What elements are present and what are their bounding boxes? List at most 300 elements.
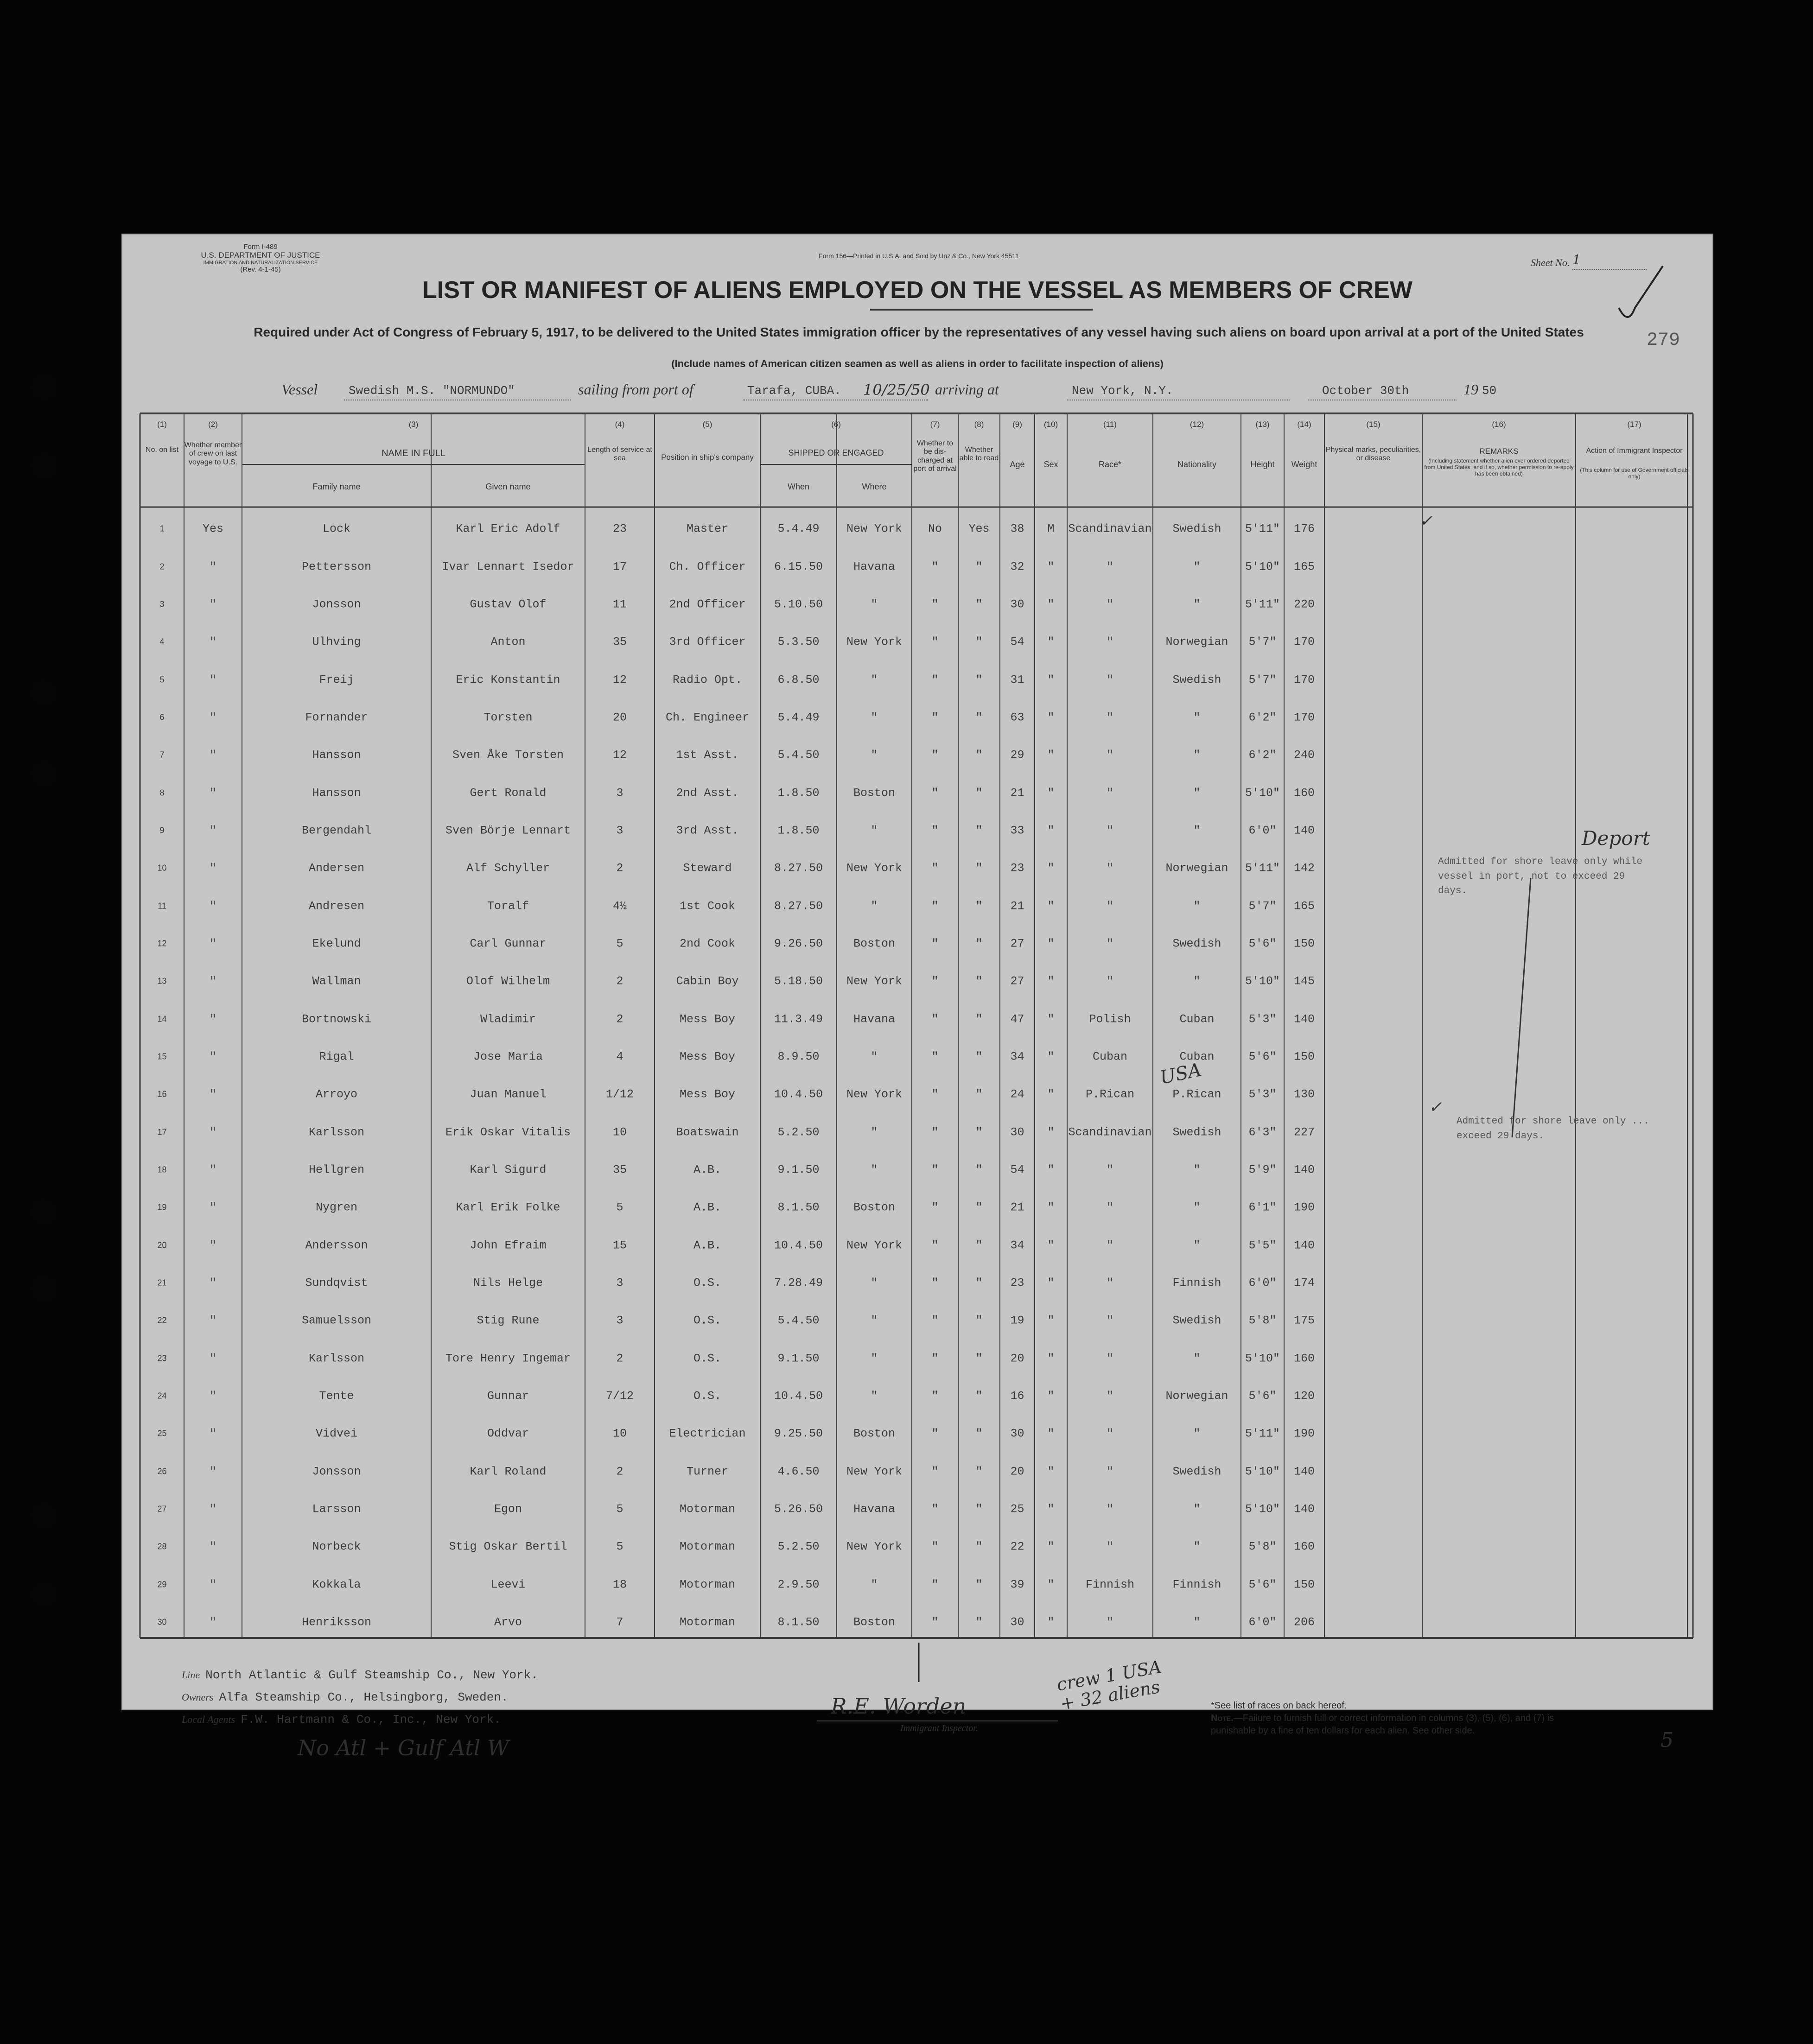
remarks-handwriting: USA (1158, 1059, 1203, 1089)
row-number: 22 (157, 1315, 167, 1325)
cell-nationality: " (1193, 1427, 1201, 1441)
cell-position: A.B. (693, 1200, 722, 1214)
cell-position: Mess Boy (679, 1087, 736, 1101)
cell-discharged: " (931, 1238, 939, 1252)
cell-height: 5'10" (1245, 974, 1280, 988)
cell-length-service: 18 (612, 1578, 627, 1591)
cell-race: " (1106, 937, 1114, 951)
cell-position: O.S. (693, 1314, 722, 1327)
agents-value: F.W. Hartmann & Co., Inc., New York. (241, 1713, 501, 1727)
cell-age: 21 (1010, 1200, 1024, 1214)
cell-last-voyage: " (209, 1163, 217, 1177)
pen-stroke-icon (914, 1643, 923, 1684)
cell-where: New York (846, 1540, 903, 1554)
cell-able-read: " (975, 786, 983, 800)
cell-weight: 227 (1293, 1125, 1315, 1139)
cell-discharged: " (931, 824, 939, 838)
cell-family-name: Samuelsson (301, 1314, 372, 1327)
cell-age: 38 (1010, 522, 1024, 536)
cell-nationality: " (1193, 560, 1201, 573)
cell-where: New York (846, 1238, 903, 1252)
cell-family-name: Henriksson (301, 1615, 372, 1629)
cell-when: 8.1.50 (777, 1615, 820, 1629)
cell-length-service: 7/12 (605, 1389, 634, 1403)
cell-where: " (871, 1389, 878, 1403)
row-number: 25 (157, 1428, 167, 1438)
cell-position: O.S. (693, 1276, 722, 1290)
cell-given-name: Sven Börje Lennart (445, 824, 571, 838)
cell-weight: 140 (1293, 1163, 1315, 1177)
cell-last-voyage: " (209, 1615, 217, 1629)
cell-when: 8.1.50 (777, 1200, 820, 1214)
cell-weight: 165 (1293, 560, 1315, 573)
cell-sex: " (1047, 597, 1055, 611)
cell-given-name: Erik Oskar Vitalis (445, 1125, 571, 1139)
cell-able-read: " (975, 1087, 983, 1101)
cell-length-service: 10 (612, 1427, 627, 1441)
column-number: (11) (1103, 420, 1117, 429)
year-prefix: 19 (1463, 381, 1478, 398)
cell-nationality: Swedish (1172, 1465, 1221, 1478)
cell-age: 24 (1010, 1087, 1024, 1101)
cell-given-name: Ivar Lennart Isedor (442, 560, 574, 573)
cell-race: " (1106, 560, 1114, 573)
header-remarks: REMARKS (1479, 447, 1519, 456)
cell-height: 5'8" (1248, 1314, 1277, 1327)
column-number: (12) (1190, 420, 1204, 429)
cell-position: 2nd Officer (669, 597, 746, 611)
cell-position: Motorman (679, 1540, 736, 1554)
cell-position: Mess Boy (679, 1050, 736, 1064)
header-shipped: SHIPPED OR ENGAGED (788, 448, 884, 457)
cell-last-voyage: " (209, 711, 217, 724)
cell-family-name: Sundqvist (305, 1276, 368, 1290)
header-remarks-sub: (Including statement whether alien ever ordered deported from United States, and if so, whether permission to re-apply has been obtained) (1424, 457, 1574, 477)
cell-race: " (1106, 1200, 1114, 1214)
cell-weight: 150 (1293, 1050, 1315, 1064)
cell-given-name: Egon (494, 1502, 522, 1516)
cell-weight: 160 (1293, 1540, 1315, 1554)
sailing-date: 10/25/50 (863, 381, 930, 399)
cell-weight: 140 (1293, 1012, 1315, 1026)
cell-last-voyage: " (209, 824, 217, 838)
cell-race: " (1106, 824, 1114, 838)
cell-age: 22 (1010, 1540, 1024, 1554)
cell-family-name: Arroyo (315, 1087, 358, 1101)
cell-last-voyage: " (209, 1352, 217, 1365)
cell-nationality: " (1193, 974, 1201, 988)
cell-family-name: Vidvei (315, 1427, 358, 1441)
column-number: (10) (1043, 420, 1058, 429)
cell-last-voyage: " (209, 1200, 217, 1214)
binder-hole (32, 1200, 56, 1224)
form-id-line: U.S. DEPARTMENT OF JUSTICE (201, 251, 320, 260)
cell-position: Boatswain (676, 1125, 739, 1139)
cell-discharged: " (931, 861, 939, 875)
binder-hole (32, 762, 56, 786)
binder-hole (32, 1583, 56, 1606)
cell-able-read: " (975, 1427, 983, 1441)
sailing-label: sailing from port of (578, 381, 693, 398)
cell-when: 5.3.50 (777, 635, 820, 649)
cell-age: 23 (1010, 861, 1024, 875)
row-number: 23 (157, 1353, 167, 1363)
row-number: 16 (157, 1089, 167, 1099)
cell-nationality: " (1193, 597, 1201, 611)
header-when: When (787, 482, 810, 491)
cell-given-name: Tore Henry Ingemar (445, 1352, 571, 1365)
column-number: (5) (702, 420, 712, 429)
cell-given-name: Toralf (487, 899, 529, 913)
remarks-stamp: Admitted for shore leave only while vessel in port, not to exceed 29 days. (1438, 857, 1643, 896)
cell-race: " (1106, 786, 1114, 800)
cell-where: " (871, 1276, 878, 1290)
cell-last-voyage: " (209, 597, 217, 611)
cell-nationality: Cuban (1179, 1050, 1215, 1064)
cell-where: New York (846, 1465, 903, 1478)
cell-nationality: " (1193, 1163, 1201, 1177)
cell-race: Finnish (1085, 1578, 1135, 1591)
cell-given-name: Karl Erik Folke (456, 1200, 560, 1214)
cell-race: " (1106, 1352, 1114, 1365)
cell-length-service: 12 (612, 673, 627, 686)
cell-position: Electrician (669, 1427, 746, 1441)
cell-length-service: 2 (616, 861, 623, 875)
row-number: 1 (159, 524, 165, 533)
footer-note (1211, 1700, 1582, 1737)
cell-discharged: " (931, 1125, 939, 1139)
cell-height: 5'6" (1248, 1389, 1277, 1403)
cell-sex: " (1047, 1314, 1055, 1327)
cell-where: Havana (853, 1502, 896, 1516)
cell-age: 54 (1010, 635, 1024, 649)
cell-able-read: " (975, 1615, 983, 1629)
cell-given-name: Nils Helge (473, 1276, 543, 1290)
cell-when: 8.27.50 (774, 861, 823, 875)
cell-sex: " (1047, 560, 1055, 573)
cell-length-service: 2 (616, 1352, 623, 1365)
cell-sex: " (1047, 1615, 1055, 1629)
cell-sex: " (1047, 1540, 1055, 1554)
column-number: (15) (1366, 420, 1380, 429)
cell-age: 20 (1010, 1465, 1024, 1478)
cell-length-service: 3 (616, 1314, 623, 1327)
column-number: (6) (831, 420, 841, 429)
cell-sex: " (1047, 1050, 1055, 1064)
cell-nationality: " (1193, 786, 1201, 800)
cell-age: 30 (1010, 1427, 1024, 1441)
cell-length-service: 15 (612, 1238, 627, 1252)
cell-age: 54 (1010, 1163, 1024, 1177)
cell-weight: 220 (1293, 597, 1315, 611)
cell-position: 1st Cook (679, 899, 736, 913)
cell-race: " (1106, 899, 1114, 913)
cell-able-read: Yes (968, 522, 990, 536)
cell-given-name: Eric Konstantin (456, 673, 560, 686)
manifest-sheet (121, 234, 1713, 1760)
cell-height: 5'11" (1245, 861, 1280, 875)
cell-position: Ch. Engineer (665, 711, 750, 724)
cell-height: 6'2" (1248, 748, 1277, 762)
cell-last-voyage: " (209, 899, 217, 913)
cell-when: 9.1.50 (777, 1352, 820, 1365)
cell-race: " (1106, 1389, 1114, 1403)
cell-discharged: " (931, 1540, 939, 1554)
cell-age: 27 (1010, 974, 1024, 988)
cell-sex: " (1047, 824, 1055, 838)
cell-discharged: " (931, 635, 939, 649)
cell-able-read: " (975, 1389, 983, 1403)
cell-family-name: Rigal (319, 1050, 354, 1064)
cell-last-voyage: " (209, 635, 217, 649)
cell-last-voyage: " (209, 1125, 217, 1139)
cell-discharged: No (928, 522, 942, 536)
cell-last-voyage: " (209, 786, 217, 800)
cell-sex: " (1047, 899, 1055, 913)
header-action: Action of Immigrant Inspector (1586, 447, 1683, 455)
agents-label: Local Agents (182, 1714, 235, 1725)
cell-length-service: 10 (612, 1125, 627, 1139)
cell-race: " (1106, 1465, 1114, 1478)
cell-where: New York (846, 1087, 903, 1101)
cell-discharged: " (931, 1276, 939, 1290)
cell-last-voyage: " (209, 1012, 217, 1026)
binder-hole (32, 1504, 56, 1527)
header-race: Race* (1098, 460, 1122, 469)
cell-sex: " (1047, 1427, 1055, 1441)
cell-given-name: Gert Ronald (470, 786, 547, 800)
arriving-label: arriving at (935, 381, 999, 398)
column-number: (17) (1627, 420, 1641, 429)
row-number: 5 (159, 675, 165, 684)
cell-race: " (1106, 1540, 1114, 1554)
cell-nationality: Finnish (1172, 1276, 1221, 1290)
cell-given-name: Karl Sigurd (470, 1163, 547, 1177)
cell-height: 5'6" (1248, 937, 1277, 951)
cell-where: Boston (853, 937, 896, 951)
cell-when: 1.8.50 (777, 824, 820, 838)
cell-given-name: Stig Rune (477, 1314, 540, 1327)
column-number: (8) (974, 420, 984, 429)
cell-length-service: 3 (616, 786, 623, 800)
cell-length-service: 12 (612, 748, 627, 762)
cell-age: 29 (1010, 748, 1024, 762)
cell-weight: 170 (1293, 673, 1315, 686)
cell-family-name: Hellgren (308, 1163, 365, 1177)
cell-given-name: Juan Manuel (470, 1087, 547, 1101)
cell-last-voyage: " (209, 748, 217, 762)
cell-when: 8.27.50 (774, 899, 823, 913)
header-sex: Sex (1043, 460, 1058, 469)
cell-height: 6'1" (1248, 1200, 1277, 1214)
cell-family-name: Karlsson (308, 1125, 365, 1139)
cell-weight: 175 (1293, 1314, 1315, 1327)
cell-age: 19 (1010, 1314, 1024, 1327)
cell-when: 5.10.50 (774, 597, 823, 611)
cell-height: 5'7" (1248, 673, 1277, 686)
cell-position: A.B. (693, 1238, 722, 1252)
cell-position: Cabin Boy (676, 974, 739, 988)
cell-length-service: 3 (616, 1276, 623, 1290)
cell-nationality: " (1193, 1615, 1201, 1629)
cell-weight: 130 (1293, 1087, 1315, 1101)
cell-sex: " (1047, 711, 1055, 724)
arriving-at: New York, N.Y. (1072, 384, 1173, 398)
cell-sex: " (1047, 861, 1055, 875)
cell-when: 5.4.50 (777, 748, 820, 762)
cell-race: " (1106, 861, 1114, 875)
form-id-line: IMMIGRATION AND NATURALIZATION SERVICE (203, 260, 318, 266)
cell-height: 5'11" (1245, 522, 1280, 536)
cell-nationality: " (1193, 1200, 1201, 1214)
cell-position: O.S. (693, 1389, 722, 1403)
cell-nationality: Cuban (1179, 1012, 1215, 1026)
cell-weight: 170 (1293, 711, 1315, 724)
cell-race: " (1106, 1276, 1114, 1290)
cell-race: " (1106, 748, 1114, 762)
cell-weight: 165 (1293, 899, 1315, 913)
cell-given-name: John Efraim (470, 1238, 547, 1252)
cell-where: " (871, 1125, 878, 1139)
cell-position: O.S. (693, 1352, 722, 1365)
cell-length-service: 5 (616, 1200, 623, 1214)
row-number: 29 (157, 1580, 167, 1589)
cell-position: Motorman (679, 1615, 736, 1629)
cell-race: P.Rican (1085, 1087, 1135, 1101)
cell-discharged: " (931, 1087, 939, 1101)
cell-nationality: Finnish (1172, 1578, 1221, 1591)
cell-weight: 160 (1293, 786, 1315, 800)
cell-length-service: 5 (616, 1540, 623, 1554)
cell-nationality: Norwegian (1165, 861, 1228, 875)
cell-given-name: Jose Maria (473, 1050, 543, 1064)
cell-family-name: Bortnowski (301, 1012, 372, 1026)
races-note: *See list of races on back hereof. (1211, 1701, 1347, 1711)
cell-discharged: " (931, 1389, 939, 1403)
cell-position: 3rd Asst. (676, 824, 739, 838)
cell-position: 1st Asst. (676, 748, 739, 762)
cell-length-service: 11 (612, 597, 627, 611)
cell-nationality: Swedish (1172, 673, 1221, 686)
cell-when: 5.26.50 (774, 1502, 823, 1516)
column-number: (13) (1255, 420, 1270, 429)
cell-able-read: " (975, 1540, 983, 1554)
cell-where: " (871, 824, 878, 838)
cell-where: " (871, 748, 878, 762)
cell-race: " (1106, 1163, 1114, 1177)
row-number: 21 (157, 1278, 167, 1288)
cell-height: 5'7" (1248, 635, 1277, 649)
cell-race: " (1106, 1427, 1114, 1441)
cell-given-name: Torsten (483, 711, 533, 724)
cell-discharged: " (931, 1314, 939, 1327)
inspector-signature: R.E. Worden (831, 1694, 967, 1719)
row-number: 20 (157, 1240, 167, 1250)
row-number: 18 (157, 1165, 167, 1174)
cell-sex: " (1047, 1125, 1055, 1139)
cell-weight: 145 (1293, 974, 1315, 988)
cell-discharged: " (931, 1502, 939, 1516)
cell-nationality: Norwegian (1165, 1389, 1228, 1403)
cell-height: 5'10" (1245, 560, 1280, 573)
header-weight: Weight (1291, 460, 1317, 469)
cell-age: 20 (1010, 1352, 1024, 1365)
cell-when: 8.9.50 (777, 1050, 820, 1064)
binder-hole (32, 454, 56, 477)
cell-able-read: " (975, 1578, 983, 1591)
cell-weight: 142 (1293, 861, 1315, 875)
cell-discharged: " (931, 1163, 939, 1177)
cell-where: New York (846, 974, 903, 988)
cell-given-name: Karl Eric Adolf (456, 522, 560, 536)
row-number: 27 (157, 1504, 167, 1514)
cell-last-voyage: " (209, 1540, 217, 1554)
header-physical: Physical marks, peculiarities, or disease (1325, 446, 1421, 463)
binder-hole (32, 681, 56, 705)
header-nationality: Nationality (1177, 460, 1217, 469)
header-length-service: Length of service at sea (587, 446, 652, 463)
footer-left (182, 1668, 738, 1731)
page-subnote: (Include names of American citizen seamen as well as aliens in order to facilitate inspection of aliens) (671, 358, 1164, 369)
cell-height: 6'0" (1248, 1615, 1277, 1629)
cell-family-name: Jonsson (312, 597, 361, 611)
cell-last-voyage: " (209, 937, 217, 951)
cell-nationality: " (1193, 1352, 1201, 1365)
cell-weight: 140 (1293, 1238, 1315, 1252)
cell-length-service: 4½ (612, 899, 627, 913)
cell-able-read: " (975, 974, 983, 988)
cell-when: 10.4.50 (774, 1238, 823, 1252)
cell-length-service: 35 (612, 635, 627, 649)
header-age: Age (1010, 460, 1025, 469)
cell-last-voyage: " (209, 1389, 217, 1403)
cell-family-name: Jonsson (312, 1465, 361, 1478)
cell-able-read: " (975, 748, 983, 762)
cell-age: 47 (1010, 1012, 1024, 1026)
cell-when: 7.28.49 (774, 1276, 823, 1290)
footer-handwriting: No Atl + Gulf Atl W (298, 1735, 509, 1760)
cell-given-name: Stig Oskar Bertil (449, 1540, 567, 1554)
cell-race: " (1106, 597, 1114, 611)
cell-discharged: " (931, 1465, 939, 1478)
cell-given-name: Carl Gunnar (470, 937, 547, 951)
row-number: 19 (157, 1202, 167, 1212)
cell-age: 33 (1010, 824, 1024, 838)
owners-value: Alfa Steamship Co., Helsingborg, Sweden. (219, 1690, 509, 1704)
cell-weight: 160 (1293, 1352, 1315, 1365)
cell-age: 16 (1010, 1389, 1024, 1403)
cell-where: New York (846, 522, 903, 536)
cell-family-name: Pettersson (301, 560, 372, 573)
header-discharged: Whether to be dis-charged at port of arrival (913, 439, 957, 473)
row-number: 10 (157, 863, 167, 873)
cell-nationality: P.Rican (1172, 1087, 1221, 1101)
cell-position: Motorman (679, 1578, 736, 1591)
cell-age: 63 (1010, 711, 1024, 724)
cell-sex: " (1047, 1502, 1055, 1516)
cell-sex: " (1047, 1465, 1055, 1478)
cell-height: 6'0" (1248, 1276, 1277, 1290)
cell-age: 39 (1010, 1578, 1024, 1591)
cell-position: Steward (683, 861, 732, 875)
cell-when: 1.8.50 (777, 786, 820, 800)
cell-length-service: 20 (612, 711, 627, 724)
cell-height: 5'9" (1248, 1163, 1277, 1177)
cell-family-name: Lock (322, 522, 351, 536)
cell-given-name: Arvo (494, 1615, 522, 1629)
row-number: 30 (157, 1617, 167, 1627)
cell-discharged: " (931, 1427, 939, 1441)
